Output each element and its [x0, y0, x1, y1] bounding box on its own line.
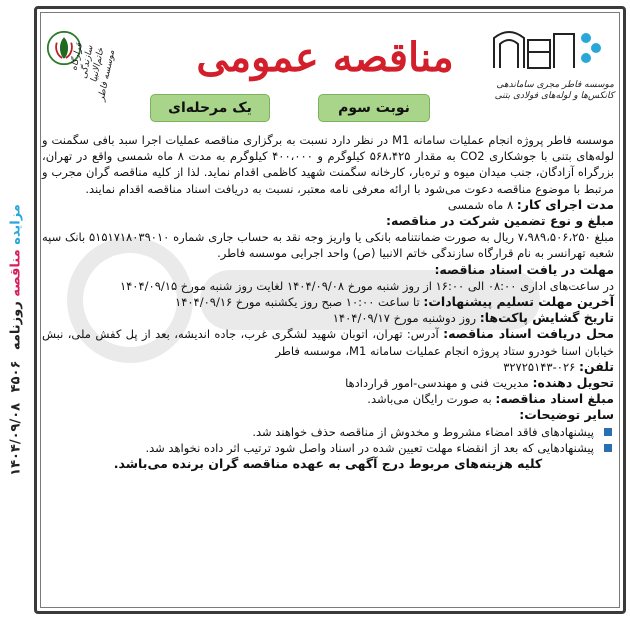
price-row: مبلغ اسناد مناقصه: به صورت رایگان می‌باشد. [367, 391, 614, 407]
fater-logo-icon [464, 18, 614, 78]
duration-row: مدت اجرای کار: ۸ ماه شمسی [447, 196, 614, 212]
stage-badge: یک مرحله‌ای [150, 94, 270, 122]
receipt-deadline-heading: مهلت در یافت اسناد مناقصه: [434, 261, 614, 277]
org-name-text: موسسه فاطر مجری ساماندهی کانکس‌ها و لوله‌های فولادی بتنی [494, 80, 614, 101]
list-item: پیشنهادهای فاقد امضاء مشروط و مخدوش از مناقصه حذف خواهند شد. [42, 424, 614, 440]
place-row: محل دریافت اسناد مناقصه: آدرس: تهران، اتوبان شهید لشگری غرب، جاده اندیشه، بعد از پل کفش ملی، نبش خیابان اسنا خودرو ستاد پروژه انجام عملیات سامانه M1، موسسه فاطر [42, 326, 615, 358]
bullet-icon [604, 428, 612, 436]
receipt-deadline-text: در ساعت‌های اداری ۰۸:۰۰ الی ۱۶:۰۰ از روز شنبه مورخ ۱۴۰۴/۰۹/۰۸ لغایت روز شنبه مورخ ۱۴۰۴/۰۹/۱۵ [119, 278, 614, 293]
paper-name: روزنامه [8, 301, 24, 351]
submission-row: آخرین مهلت تسلیم پیشنهادات: تا ساعت ۱۰:۰۰ صبح روز یکشنبه مورخ ۱۴۰۴/۰۹/۱۶ [175, 294, 614, 310]
guarantee-heading: مبلغ و نوع تضمین شرکت در مناقصه: [386, 213, 614, 229]
delivery-row: تحویل دهنده: مدیریت فنی و مهندسی-امور قراردادها [345, 375, 614, 391]
guarantee-text: مبلغ ۷،۹۸۹،۵۰۶،۲۵۰ ریال به صورت ضمانتنامه بانکی یا واریز وجه نقد به حساب جاری شماره ۵۱۵۱۷۱۸۰۳۹۰۱۰ بانک سپه شعبه تهرانسر به نام قرارگاه سازندگی خاتم الانبیا (ص) واحد اجرایی موسسه فاطر. [42, 230, 615, 261]
ad-header [40, 12, 620, 132]
newspaper-masthead-vertical [9, 204, 24, 476]
camp-logo [40, 20, 140, 132]
final-note: کلیه هزینه‌های مربوط درج آگهی به عهده مناقصه گران برنده می‌باشد. [113, 456, 543, 472]
brand-suffix: مزایده [8, 204, 24, 245]
ad-title: مناقصه عمومی [196, 34, 454, 81]
phone-row: تلفن: ۰۲۶-۳۲۷۲۵۱۴۳ [503, 358, 614, 374]
list-item: پیشنهادهایی که بعد از انقضاء مهلت تعیین شده در اسناد واصل شود ترتیب اثر داده نخواهد شد. [42, 440, 614, 456]
issue-number: ۴۵۰۶ [8, 360, 24, 393]
round-badge: نوبت سوم [318, 94, 430, 122]
newspaper-side-strip [0, 40, 32, 600]
brand-name: مناقصه [8, 249, 24, 297]
opening-row: تاریخ گشایش پاکت‌ها: روز دوشنبه مورخ ۱۴۰۴/۰۹/۱۷ [332, 310, 614, 326]
notes-list [42, 424, 614, 456]
other-notes-heading: سایر توضیحات: [519, 407, 614, 423]
issue-date: ۱۴۰۴/۰۹/۰۸ [8, 402, 24, 476]
org-logo [464, 18, 614, 128]
camp-logo-text: قرارگاه سازندگی خاتم‌الانبیا موسسه فاطر [69, 42, 118, 103]
bullet-icon [604, 444, 612, 452]
intro-paragraph: موسسه فاطر پروژه انجام عملیات سامانه M1 در نظر دارد نسبت به برگزاری مناقصه عملیات اجرا سبد بافی سگمنت و لوله‌های بتنی با جوشکاری CO2 به مقدار ۵۶۸،۴۲۵ کیلوگرم و ۴۰۰،۰۰۰ کیلوگرم به مدت ۸ ماه شمسی واقع در تهران، بزرگراه آزادگان، جنب میدان میوه و تره‌بار، کارخانه سگمنت شهید کاظمی اقدام نماید. لذا از کلیه مناقصه گران مجرب و مرتبط با موضوع مناقصه دعوت می‌شود با ارائه معرفی نامه معتبر، نسبت به دریافت اسناد مناقصه اقدام نمایند. [42, 133, 614, 196]
ad-body [42, 132, 614, 472]
